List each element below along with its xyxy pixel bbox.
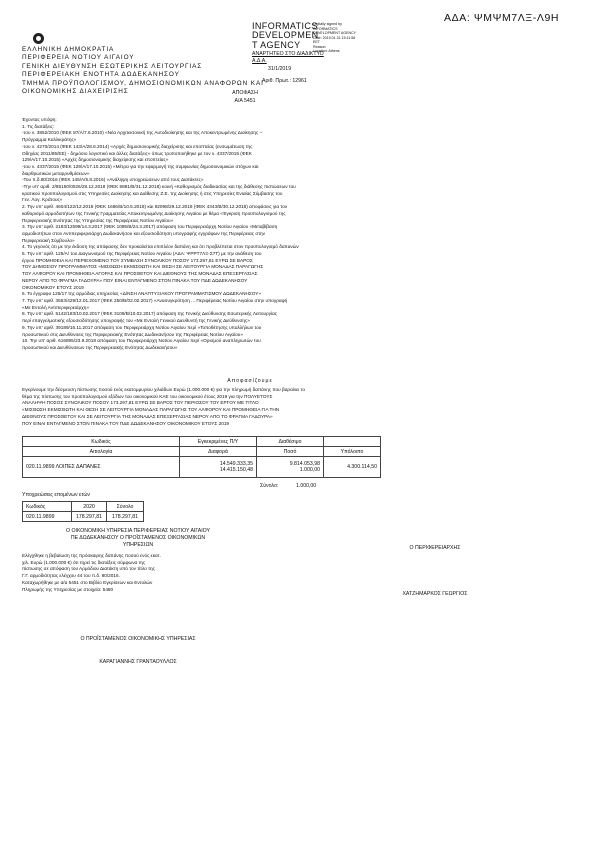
agency-line: T AGENCY: [252, 39, 301, 50]
sig-detail: Digitally signed by: [313, 22, 342, 26]
protocol-number: Αριθ. Πρωτ.: 12961: [262, 78, 307, 84]
text-line: 7. Την υπ' αριθ. 3553/429/12.01.2017 (ΦΕΚ 250/Β/02.02.2017) «Ανασυγκρότηση ... Περιφέρειας Νοτίου Αιγαίου στην υπογραφή: [22, 297, 288, 303]
sig-detail: EET: [313, 40, 320, 44]
future-obligations-caption: Υποχρεώσεις επομένων ετών: [22, 492, 90, 498]
text-line: 5. Την υπ' αριθ. 125/Α/ του Διαγωνισμού της Περιφέρειας Νοτίου Αιγαίου (ΑΔΑ: ΨΡΡΤ7ΛΞ-Σ7Τ) με την ανάθεση του: [22, 251, 262, 257]
col-2020: 2020: [72, 502, 107, 512]
text-line: 2. Την υπ' αριθ. 4604/122/12.2018 (ΦΕΚ 1686/Β/10.5.2018) και 92098/29.12.2018 (ΦΕΚ 4343/Β/30.12.2018) αποφάσεις για τον: [22, 204, 288, 210]
finance-heading-line: Ο ΟΙΚΟΝΟΜΙΚΗ ΥΠΗΡΕΣΙΑ ΠΕΡΙΦΕΡΕΙΑΣ ΝΟΤΙΟΥ ΑΙΓΑΙΟΥ: [66, 528, 210, 534]
text-line: «ΜΙΣΘΩΣΗ ΕΚΜΙΣΘΩΤΗ ΚΑΙ ΘΕΣΗ ΣΕ ΛΕΙΤΟΥΡΓΙΑ ΜΟΝΑΔΑΣ ΠΑΡΑΓΩΓΗΣ ΤΟΥ ΑΛΦΟΡΟΥ ΚΑΙ ΠΡΟΜΗΘΕΙΑ ΓΙΑ ΤΗΝ: [22, 407, 280, 413]
text-line: -Την υπ' αριθ. 2/85150/0026/28.12.2018 (ΦΕΚ 5881/Β/31.12.2018) κοινή «Καθορισμός διαδικασίας και της διάθεσης πιστώσεων του: [22, 184, 296, 190]
text-line: 129/Α/17.10.2015) «Αρχές δημοσιονομικής διαχείρισης και εποπτείας»: [22, 157, 169, 163]
ada-code: ΑΔΑ: ΨΜΨΜ7ΛΞ-Λ9Η: [444, 12, 560, 24]
text-line: 9. Την υπ' αριθ. 39189/16.11.2017 απόφαση του Περιφερειάρχη Νοτίου Αιγαίου περί «Τοποθέτησης υπαλλήλων του: [22, 324, 262, 330]
header-authority: [22, 46, 264, 96]
agency-line: INFORMATICS: [252, 21, 318, 31]
header-line: ΠΕΡΙΦΕΡΕΙΑΚΗ ΕΝΟΤΗΤΑ ΔΩΔΕΚΑΝΗΣΟΥ: [22, 71, 180, 79]
row-approved-value: 14.549.333,35: [219, 461, 253, 467]
text-line: ΟΙΚΟΝΟΜΙΚΟΥ ΕΤΟΥΣ 2019: [22, 284, 84, 290]
text-line: θέμα της πίστωσης του προϋπολογισμού εξόδων του οικονομικού ΚΑΕ του οικονομικού έτους 2019 για την ΠΟΛΥΕΤΟΥΣ: [22, 393, 273, 399]
text-line: -του ν. 4337/2015 (ΦΕΚ 129/Α/17.10.2015) «Μέτρα για την εφαρμογή της συμφωνίας δημοσιονομικών στόχων και: [22, 163, 259, 169]
row-approved: [180, 457, 257, 478]
header-line: ΟΙΚΟΝΟΜΙΚΗΣ ΔΙΑΧΕΙΡΙΣΗΣ: [22, 88, 129, 96]
text-line: διαρθρωτικών μεταρρυθμίσεων»: [22, 170, 90, 176]
signature-details: [313, 22, 356, 54]
text-line: καθορισμό αρμοδιοτήτων της Γενικής Γραμματείας Αποκεντρωμένης Διοίκησης Αιγαίου με θέμα «Έγκριση προϋπολογισμού της: [22, 210, 286, 216]
finance-text-line: Καταχωρήθηκε με α/α 5451 στο Βιβλίο Εγκρίσεων και Εντολών: [22, 579, 153, 585]
text-line: κρατικού προϋπολογισμού στις Υπηρεσίες Διοίκησης και Διάθεσης Ζ.Ε. της Διοίκησης ή στις Υπηρεσίες Ενιαίας Σύμβασης του: [22, 190, 283, 196]
text-line: ΤΟΥ ΔΗΜΟΣΙΟΥ ΠΡΟΓΡΑΜΜΑΤΟΣ «ΜΙΣΘΩΣΗ ΕΚΜΙΣΘΩΤΗ ΚΑΙ ΘΕΣΗ ΣΕ ΛΕΙΤΟΥΡΓΙΑ ΜΟΝΑΔΑΣ ΠΑΡΑΓΩΓΗΣ: [22, 264, 264, 270]
text-line: ΑΝΑΛΗΨΗ ΠΟΣΟΣ ΣΥΝΟΛΙΚΟΥ ΠΟΣΟΥ 173.297,81 ΕΥΡΩ ΣΕ ΒΑΡΟΣ ΤΟΥ ΠΕΡΙΟΣΟΥ ΤΟΥ ΕΡΓΟΥ ΜΕ ΤΙΤΛΟ: [22, 400, 259, 406]
table-row: [23, 512, 144, 522]
text-line: Περιφερειακής Ενότητας της Υπηρεσίας της Περιφέρειας Νοτίου Αιγαίου»: [22, 217, 174, 223]
col-difference: Διαφορά: [180, 447, 257, 457]
col-reason: Αιτιολογία: [23, 447, 180, 457]
ada-label: Α.Δ.Α.: [252, 58, 267, 64]
text-line: 4. Το γεγονός ότι με την έκδοση της απόφασης δεν προκαλείται επιπλέον δαπάνη και ότι προβλέπεται στον προϋπολογισμό δαπανών: [22, 244, 299, 250]
budget-table: [22, 436, 381, 478]
col-empty: [324, 437, 381, 447]
text-line: -του ν. 4270/2014 (ΦΕΚ 143/Α/28.6.2014) «Αρχές δημοσιονομικής διαχείρισης και εποπτείας (ενσωμάτωση της: [22, 143, 253, 149]
row-available-value: 1.000,00: [299, 467, 320, 473]
sig-detail: Location: Athens: [313, 49, 340, 53]
finance-heading-line: ΥΠΗΡΕΣΙΩΝ: [122, 542, 154, 548]
text-line: προσωπικού στις Διευθύνσεις της Περιφερειακής Ενότητας Δωδεκανήσου της Περιφέρειας Νοτίου Αιγαίου»: [22, 331, 243, 337]
head-of-finance-name: ΚΑΡΑΓΙΑΝΝΗΣ ΓΡΑΝΤΑΟΥΛΛΟΣ: [99, 659, 177, 665]
decision-number: Α/Α 5451: [234, 98, 256, 104]
text-line: Πρόγραμμα Καλλικράτης»: [22, 137, 77, 143]
text-line: Εγκρίνουμε την δέσμευση πίστωσης ποσού ενός εκατομμυρίου χιλιάδων Ευρώ (1.000.000 €) για την πληρωμή δαπάνης που βαραίνει το: [22, 387, 306, 392]
agency-line: DEVELOPMEN: [252, 30, 319, 41]
text-line: Οδηγίας 2011/85/ΕΕ) - δημόσιο λογιστικό και άλλες διατάξεις» όπως τροποποιήθηκε με τον ν. 4337/2015 (ΦΕΚ: [22, 150, 252, 156]
finance-service-text: [22, 553, 161, 593]
total-value: 1.000,00: [296, 483, 317, 489]
table-header-row: [23, 502, 144, 512]
row-balance: 4.300.114,50: [324, 457, 381, 478]
decision-text: [22, 387, 577, 427]
finance-text-line: χιλ. Ευρώ (1.000.000 €) ότι τηρεί τις διατάξεις σύμφωνα της: [22, 559, 146, 565]
sig-detail: Reason:: [313, 44, 327, 49]
text-line: Περιφερειακή Σύμβουλο»: [22, 237, 75, 243]
col-code: Κωδικός: [23, 502, 72, 512]
sig-detail: DEVELOPMENT AGENCY: [313, 31, 357, 35]
text-line: περί επαγγελματικής εξουσιοδότησης υπογραφής του «Με Εντολή Γενικού Διευθυντή της Γενικής Διεύθυνσης»: [22, 318, 250, 324]
text-line: Έχοντας υπόψη:: [22, 117, 57, 122]
finance-text-line: Ελέγχθηκε η βεβαίωση της πρόσκαιρης δαπάνης ποσού ενός εκατ.: [22, 553, 161, 558]
row-available: [257, 457, 324, 478]
table-header-row: [23, 447, 381, 457]
col-total: Σύνολο: [107, 502, 144, 512]
row-2020: 178.297,81: [72, 512, 107, 522]
finance-heading-line: ΠΕ ΔΩΔΕΚΑΝΗΣΟΥ Ο ΠΡΟΪΣΤΑΜΕΝΟΣ ΟΙΚΟΝΟΜΙΚΩΝ: [70, 535, 206, 541]
row-total: 178.297,81: [107, 512, 144, 522]
text-line: 8. Την υπ' αριθ. 5142/183/10.02.2017 (ΦΕΚ 3109/Β/10.02.2017) απόφαση της Γενικής Διεύθυνσης Εσωτερικής Λειτουργίας: [22, 311, 278, 317]
text-line: ΠΟΥ ΕΙΝΑΙ ΕΝΤΑΓΜΕΝΟ ΣΤΟΝ ΠΙΝΑΚΑ ΤΟΥ ΠΔΕ ΔΩΔΕΚΑΝΗΣΟΥ ΟΙΚΟΝΟΜΙΚΟΥ ΕΤΟΥΣ 2019: [22, 420, 230, 426]
col-approved: Εγκεκριμένες Π/Υ: [180, 437, 257, 447]
text-line: Γεν. Λογ. Κράτους»: [22, 197, 63, 203]
finance-text-line: Πληρωμής της Υπηρεσίας με στοιχεία: 5480: [22, 586, 114, 592]
header-line: ΕΛΛΗΝΙΚΗ ΔΗΜΟΚΡΑΤΙΑ: [22, 46, 115, 53]
text-line: έργου ΠΡΟΜΗΘΕΙΑ ΚΑΙ ΠΕΡΙΕΧΟΜΕΝΟ ΤΟΥ ΣΥΜΒΑΣΗ ΣΥΝΟΛΙΚΟΥ ΠΟΣΟΥ 173.297,81 ΕΥΡΩ ΣΕ ΒΑΡΟΣ: [22, 257, 253, 263]
considerations: [22, 117, 577, 352]
text-line: αρμοδιοτήτων στον Αντιπεριφερειάρχη Δωδεκανήσου και εξουσιοδότηση υπογραφής εγγράφων της Περιφέρειας στην: [22, 230, 266, 236]
col-available: Διαθέσιμο: [257, 437, 324, 447]
sig-detail: INFORMATICS: [313, 26, 338, 31]
col-balance: Υπόλοιπο: [324, 447, 381, 457]
document-date: 31/1/2019: [268, 66, 292, 72]
row-available-value: 9.814.053,98: [289, 461, 320, 467]
text-line: -του ν. 3852/2010 (ΦΕΚ 87/Α/7.6.2010) «Νέα Αρχιτεκτονική της Αυτοδιοίκησης και της Αποκεντρωμένης Διοίκησης –: [22, 130, 263, 136]
head-of-finance-title: Ο ΠΡΟΪΣΤΑΜΕΝΟΣ ΟΙΚΟΝΟΜΙΚΗΣ ΥΠΗΡΕΣΙΑΣ: [80, 636, 196, 642]
row-approved-value: 14.415.150,48: [219, 467, 253, 473]
header-line: ΤΜΗΜΑ ΠΡΟΫΠΟΛΟΓΙΣΜΟΥ, ΔΗΜΟΣΙΟΝΟΜΙΚΩΝ ΑΝΑΦΟΡΩΝ ΚΑΙ: [22, 79, 264, 87]
text-line: -Του π.δ.80/2016 (ΦΕΚ 145/Α/5.8.2016) «Ανάληψη υποχρεώσεων από τους Διατάκτες»: [22, 177, 204, 183]
publish-label: ΑΝΑΡΤΗΤΕΟ ΣΤΟ ΔΙΑΔΙΚΤΥΟ: [252, 51, 324, 57]
sig-detail: Date: 2019.01.31 15:11:56: [313, 35, 356, 40]
digital-signature-stamp: [252, 22, 319, 50]
finance-text-line: πίστωσης σε απόφαση του Αρμόδιου Διατάκτη υπό τον τίτλο της: [22, 566, 155, 572]
signature-agency: [252, 22, 319, 50]
text-line: ΤΟΥ ΑΛΦΟΡΟΥ ΚΑΙ ΠΡΟΜΗΘΕΙΑ ΑΓΟΡΑΣ ΚΑΙ ΠΡΟΣΘΕΤΟΥ ΚΑΙ ΔΙΕΘΝΟΥΣ ΤΗΣ ΜΟΝΑΔΑΣ ΕΠΕΞΕΡΓΑΣΙΑΣ: [22, 271, 258, 277]
header-line: ΠΕΡΙΦΕΡΕΙΑ ΝΟΤΙΟΥ ΑΙΓΑΙΟΥ: [22, 54, 135, 62]
decision-heading: Αποφασίζουμε: [227, 378, 273, 384]
text-line: ΝΕΡΟΥ ΑΠΟ ΤΟ ΦΡΑΓΜΑ ΓΑΔΟΥΡΑ» ΠΟΥ ΕΙΝΑΙ ΕΝΤΑΓΜΕΝΟ ΣΤΟΝ ΠΙΝΑΚΑ ΤΟΥ ΠΔΕ ΔΩΔΕΚΑΝΗΣΟΥ: [22, 277, 248, 283]
text-line: 1. Τις διατάξεις:: [22, 123, 55, 129]
text-line: «Με Εντολή Αντιπεριφερειάρχη»: [22, 304, 89, 310]
header-line: ΓΕΝΙΚΗ ΔΙΕΥΘΥΝΣΗ ΕΣΩΤΕΡΙΚΗΣ ΛΕΙΤΟΥΡΓΙΑΣ: [22, 62, 203, 70]
decision-title: ΑΠΟΦΑΣΗ: [232, 90, 258, 96]
text-line: 10. Την υπ' αριθ. 616895/23.9.2018 απόφαση του Περιφερειάρχη Νοτίου Αιγαίου περί «Ορισμού αναπληρωτών του: [22, 338, 261, 344]
table-row: [23, 457, 381, 478]
table-header-row: [23, 437, 381, 447]
regional-governor-title: Ο ΠΕΡΙΦΕΡΕΙΑΡΧΗΣ: [409, 545, 461, 551]
greek-emblem-icon: [33, 33, 44, 44]
future-obligations-table: [22, 501, 144, 522]
total-label: Σύνολο:: [260, 483, 279, 489]
text-line: 3. Την υπ' αριθ. 2183/12599/14.3.2017 (ΦΕΚ 1085/Β/24.3.2017) απόφαση του Περιφερειάρχη Νοτίου Αιγαίου «Μεταβίβαση: [22, 224, 278, 230]
text-line: ΔΙΕΘΝΟΥΣ ΠΡΟΣΘΕΤΟΥ ΚΑΙ ΣΕ ΛΕΙΤΟΥΡΓΙΑ ΤΗΣ ΜΟΝΑΔΑΣ ΕΠΕΞΕΡΓΑΣΙΑΣ ΝΕΡΟΥ ΑΠΟ ΤΟ ΦΡΑΓΜΑ ΓΑΔΟΥΡΑ»: [22, 413, 273, 419]
row-code: 020.11.9899: [23, 512, 72, 522]
finance-text-line: Γ.Γ. αρμοδιότητας ελέγχου 44 του π.δ. 80/2016.: [22, 573, 120, 579]
text-line: προσωπικού και Διευθύνσεων της Περιφερειακής Ενότητας Δωδεκανήσου»: [22, 344, 178, 350]
text-line: 6. Το έγγραφο 125/17 της αρμόδιας υπηρεσίας «Δ/ΝΣΗ ΑΝΑΠΤΥΞΙΑΚΟΥ ΠΡΟΓΡΑΜΜΑΤΙΣΜΟΥ ΔΩΔΕΚΑΝΗΣΟΥ»: [22, 291, 262, 297]
row-code: 020.11.9899 ΛΟΙΠΕΣ ΔΑΠΑΝΕΣ: [23, 457, 180, 478]
finance-service-heading: [22, 528, 254, 549]
regional-governor-name: ΧΑΤΖΗΜΑΡΚΟΣ ΓΕΩΡΓΙΟΣ: [402, 591, 468, 597]
col-amount: Ποσό: [257, 447, 324, 457]
col-code: Κωδικός: [23, 437, 180, 447]
